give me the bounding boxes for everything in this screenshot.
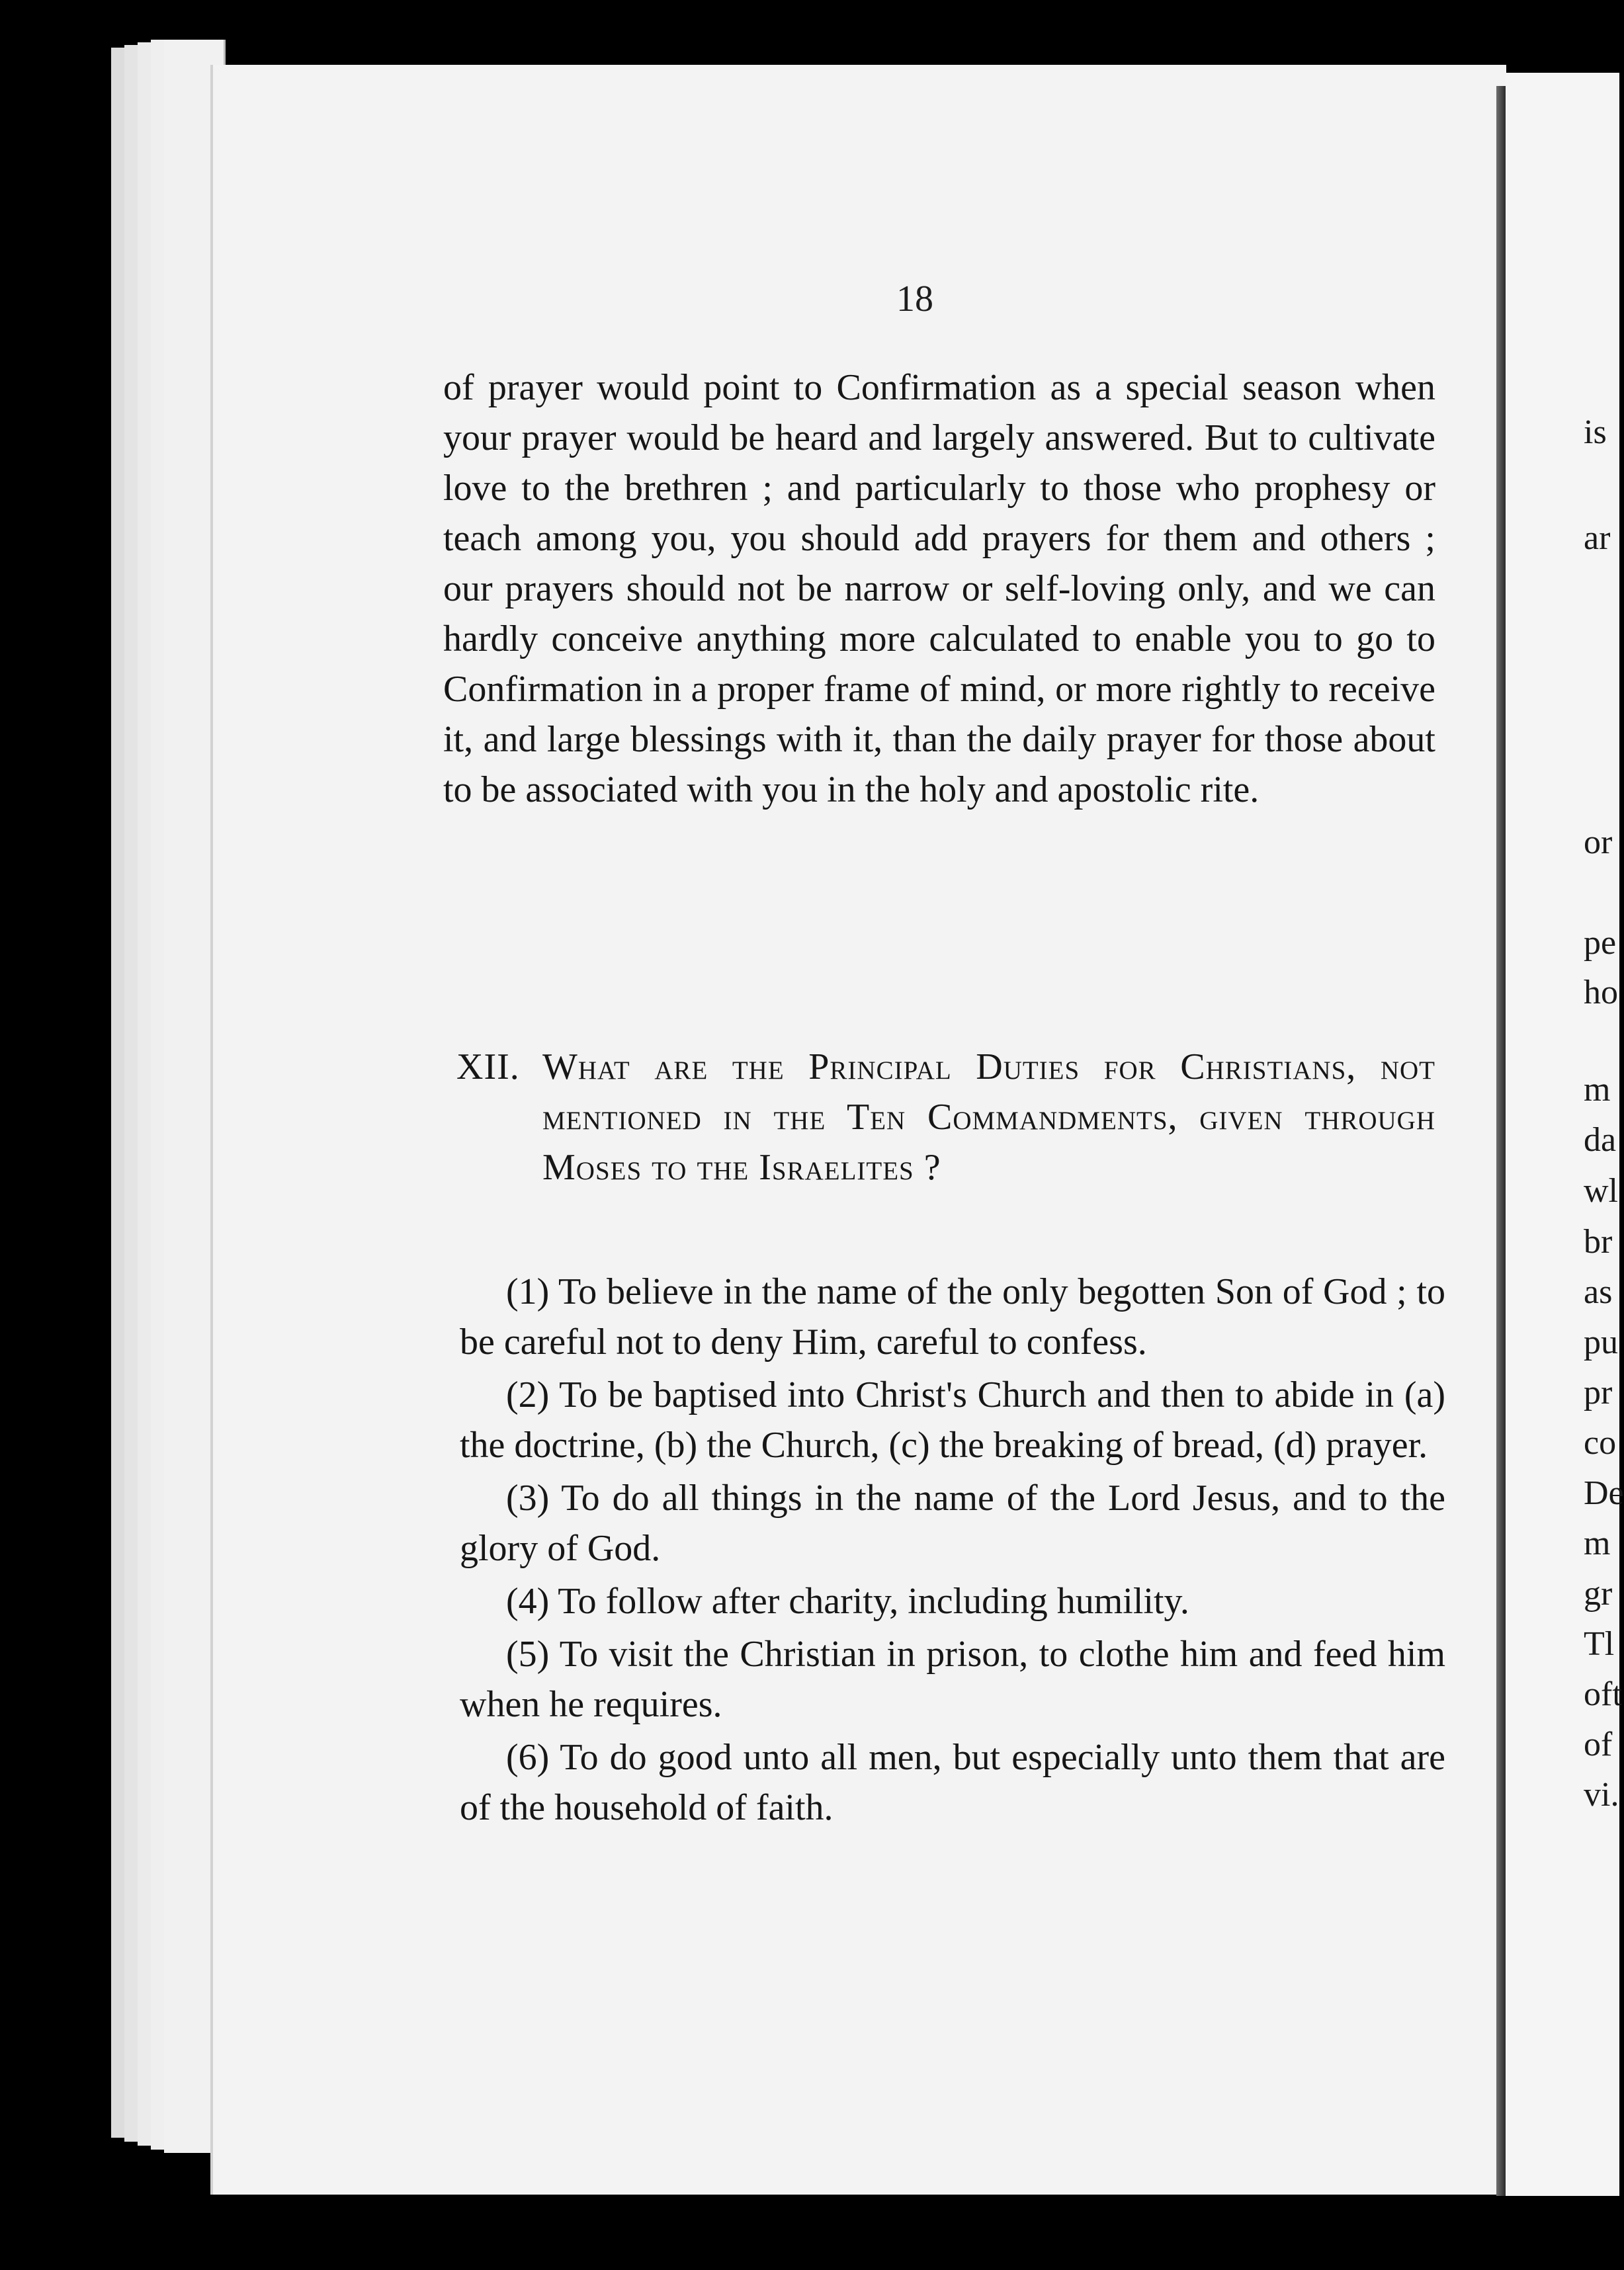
duties-list (460, 1267, 1445, 1835)
facing-page-fragment: oft (1584, 1675, 1622, 1713)
facing-page-fragment: Tl (1584, 1625, 1615, 1663)
facing-page-fragment: br (1584, 1223, 1613, 1261)
facing-page-fragment: is (1584, 413, 1607, 451)
facing-page-fragment: vi. (1584, 1776, 1619, 1814)
section-title: What are the Principal Duties for Christians, not mentioned in the Ten Commandments, given through Moses to the Israelites ? (542, 1046, 1435, 1188)
facing-page-fragment: m (1584, 1071, 1611, 1109)
facing-page-fragment: ar (1584, 519, 1611, 557)
facing-page-fragment: gr (1584, 1575, 1613, 1613)
facing-page-fragment: co (1584, 1424, 1617, 1462)
facing-page-fragment: pe (1584, 924, 1617, 962)
page-number: 18 (896, 278, 933, 319)
list-item: (2) To be baptised into Christ's Church and then to abide in (a) the doctrine, (b) the Church, (c) the breaking of bread, (d) prayer. (460, 1374, 1445, 1466)
facing-page-fragment: or (1584, 823, 1613, 861)
facing-page-fragment: of (1584, 1726, 1613, 1763)
list-item: (6) To do good unto all men, but especially unto them that are of the household of faith. (460, 1737, 1445, 1828)
facing-page-fragment: ho (1584, 974, 1618, 1011)
body-paragraph: of prayer would point to Confirmation as a special season when your prayer would be heard and largely answered. But to cultivate love to the brethren ; and particularly to those who prophesy or teach among you, you should add prayers for them and others ; our prayers should not be narrow or self-loving only, and we can hardly conceive anything more calculated to enable you to go to Confirmation in a proper frame of mind, or more rightly to receive it, and large blessings with it, than the daily prayer for those about to be associated with you in the holy and apostolic rite. (443, 367, 1435, 810)
facing-page-fragment: wl (1584, 1172, 1618, 1210)
facing-page-fragment: pu (1584, 1324, 1618, 1361)
section-heading (456, 1042, 1435, 1193)
section-number: XII. (456, 1046, 520, 1087)
facing-page-fragment: as (1584, 1273, 1613, 1311)
list-item: (1) To believe in the name of the only begotten Son of God ; to be careful not to deny Him, careful to confess. (460, 1271, 1445, 1363)
list-item: (3) To do all things in the name of the Lord Jesus, and to the glory of God. (460, 1478, 1445, 1569)
facing-page-fragment: pr (1584, 1374, 1613, 1411)
book-gutter (1496, 86, 1506, 2196)
facing-page-fragment: da (1584, 1121, 1617, 1159)
facing-page-fragment: De (1584, 1474, 1624, 1512)
facing-page-fragment: m (1584, 1525, 1611, 1562)
list-item: (5) To visit the Christian in prison, to clothe him and feed him when he requires. (460, 1634, 1445, 1725)
list-item: (4) To follow after charity, including humility. (506, 1581, 1189, 1622)
